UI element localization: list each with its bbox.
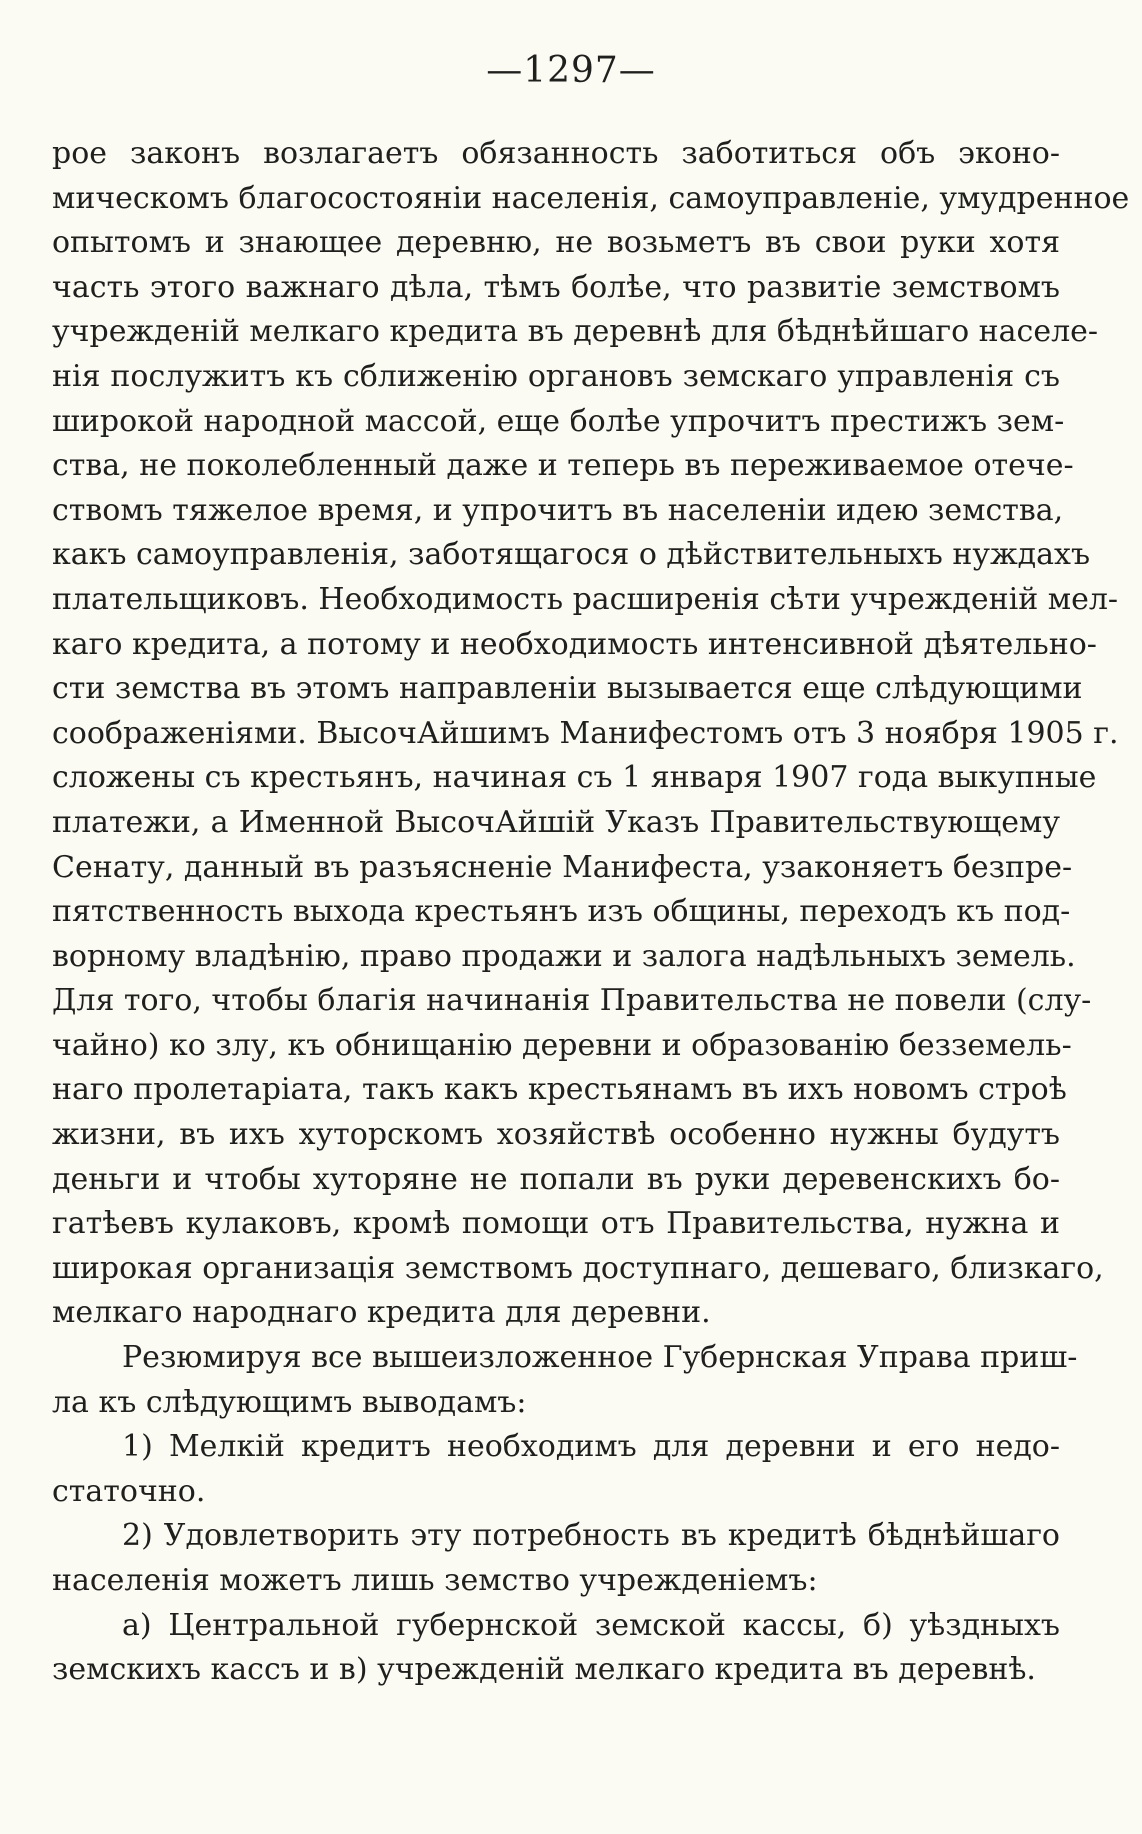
text-line: чайно) ко злу, къ обнищанію деревни и образованію безземель- <box>52 1027 1072 1063</box>
text-line: населенія можетъ лишь земство учрежденіемъ: <box>52 1563 818 1598</box>
text-line: каго кредита, а потому и необходимость интенсивной дѣятельно- <box>52 626 1097 662</box>
text-line: опытомъ и знающее деревню, не возьметъ въ свои руки хотя <box>52 225 1060 261</box>
text-line: рое законъ возлагаетъ обязанность заботиться объ эконо- <box>52 136 1060 171</box>
text-line: платежи, а Именной ВысочАйшій Указъ Правительствующему <box>52 804 1060 840</box>
text-line: ства, не поколебленный даже и теперь въ переживаемое отече- <box>52 448 1074 484</box>
text-line: плательщиковъ. Необходимость расширенія сѣти учрежденій мел- <box>52 581 1119 617</box>
text-line: ствомъ тяжелое время, и упрочитъ въ населеніи идею земства, <box>52 492 1064 528</box>
text-line: сти земства въ этомъ направленіи вызывается еще слѣдующими <box>52 671 1083 707</box>
text-line: а) Центральной губернской земской кассы, б) уѣздныхъ <box>122 1607 1060 1643</box>
text-line: Для того, чтобы благія начинанія Правительства не повели (слу- <box>52 983 1092 1019</box>
text-line: деньги и чтобы хуторяне не попали въ руки деревенскихъ бо- <box>52 1161 1060 1197</box>
text-line: гатѣевъ кулаковъ, кромѣ помощи отъ Правительства, нужна и <box>52 1206 1060 1242</box>
text-line: земскихъ кассъ и в) учрежденій мелкаго кредита въ деревнѣ. <box>52 1652 1036 1688</box>
text-line: сложены съ крестьянъ, начиная съ 1 января 1907 года выкупные <box>52 760 1097 796</box>
text-line: ворному владѣнію, право продажи и залога надѣльныхъ земель. <box>52 938 1076 974</box>
text-line: учрежденій мелкаго кредита въ деревнѣ для бѣднѣйшаго населе- <box>52 314 1099 350</box>
text-line: 1) Мелкій кредитъ необходимъ для деревни и его недо- <box>122 1429 1060 1465</box>
text-line: Резюмируя все вышеизложенное Губернская Управа приш- <box>122 1340 1078 1376</box>
text-line: какъ самоуправленія, заботящагося о дѣйствительныхъ нуждахъ <box>52 537 1091 573</box>
text-line: часть этого важнаго дѣла, тѣмъ болѣе, что развитіе земствомъ <box>52 269 1060 305</box>
text-line: Сенату, данный въ разъясненіе Манифеста, узаконяетъ безпре- <box>52 849 1073 885</box>
text-line: 2) Удовлетворить эту потребность въ кредитѣ бѣднѣйшаго <box>122 1518 1060 1554</box>
text-line: нія послужитъ къ сближенію органовъ земскаго управленія съ <box>52 358 1060 394</box>
text-line: мелкаго народнаго кредита для деревни. <box>52 1295 711 1331</box>
text-line: ла къ слѣдующимъ выводамъ: <box>52 1384 527 1420</box>
page-number: —1297— <box>486 50 656 91</box>
text-line: соображеніями. ВысочАйшимъ Манифестомъ отъ 3 ноября 1905 г. <box>52 715 1119 751</box>
text-line: статочно. <box>52 1473 206 1509</box>
text-line: мическомъ благосостояніи населенія, самоуправленіе, умудренное <box>52 180 1130 216</box>
text-line: наго пролетаріата, такъ какъ крестьянамъ въ ихъ новомъ строѣ <box>52 1072 1067 1108</box>
text-line: пятственность выхода крестьянъ изъ общины, переходъ къ под- <box>52 894 1071 930</box>
text-line: жизни, въ ихъ хуторскомъ хозяйствѣ особенно нужны будутъ <box>52 1117 1060 1153</box>
text-line: широкой народной массой, еще болѣе упрочитъ престижъ зем- <box>52 403 1065 439</box>
body-text <box>52 132 1130 1693</box>
text-line: широкая организація земствомъ доступнаго, дешеваго, близкаго, <box>52 1250 1104 1286</box>
